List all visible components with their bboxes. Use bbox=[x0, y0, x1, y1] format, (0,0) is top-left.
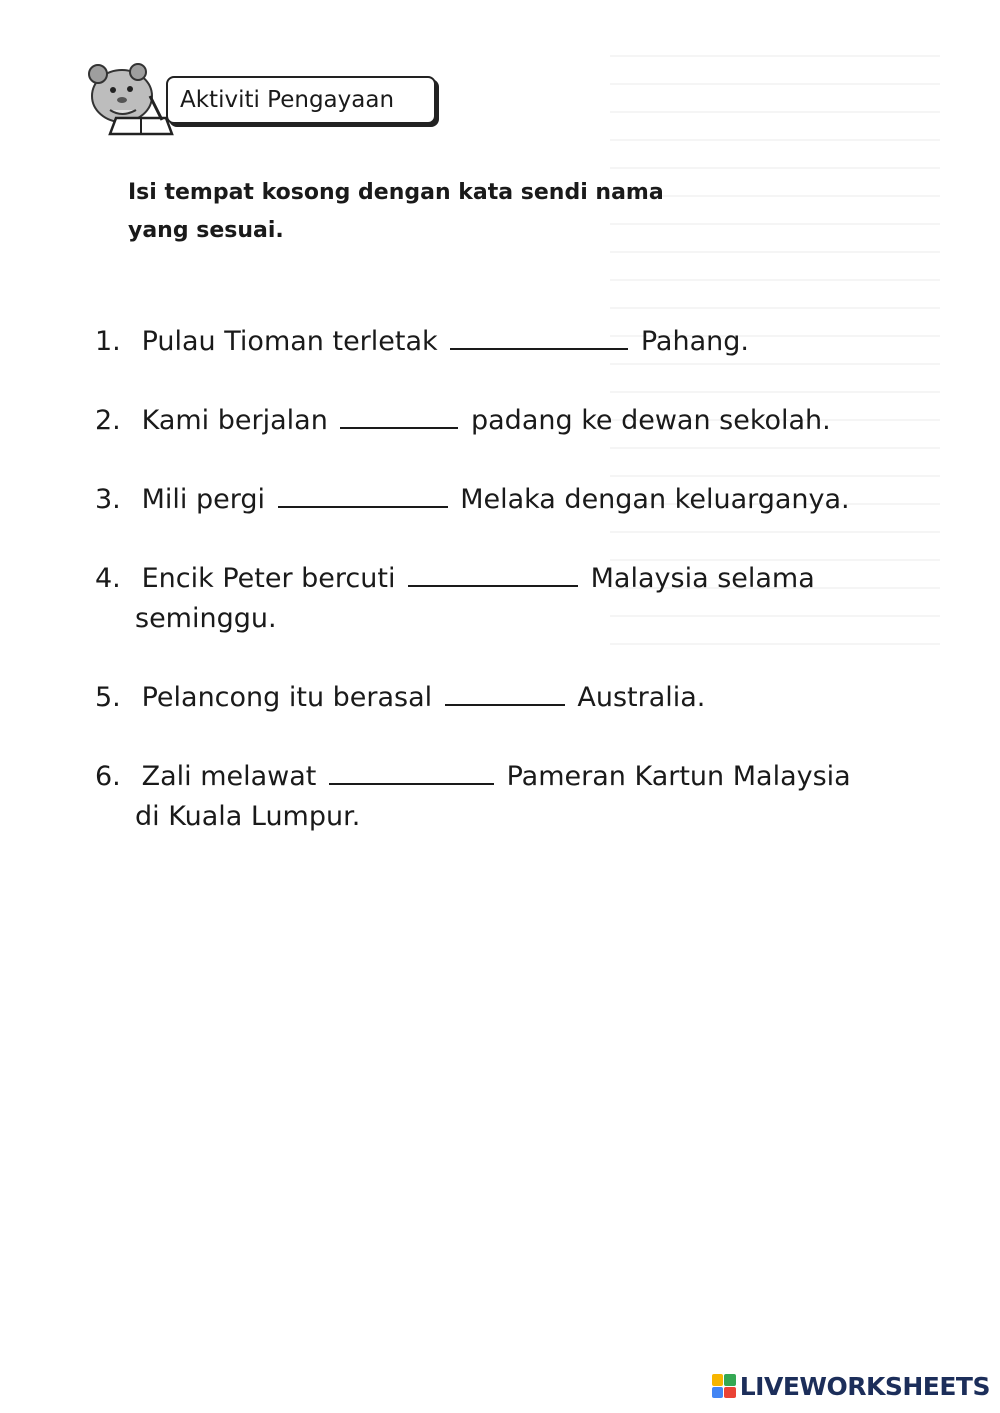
activity-header bbox=[80, 60, 450, 140]
question-number: 5. bbox=[95, 682, 121, 713]
question-text-continuation: di Kuala Lumpur. bbox=[135, 801, 361, 832]
answer-blank-3[interactable] bbox=[278, 478, 448, 508]
question-text-after: Pahang. bbox=[640, 326, 749, 357]
logo-square bbox=[712, 1387, 724, 1399]
title-box bbox=[166, 76, 436, 124]
page-title: Aktiviti Pengayaan bbox=[180, 87, 395, 113]
answer-blank-1[interactable] bbox=[450, 320, 628, 350]
question-number: 1. bbox=[95, 326, 121, 357]
answer-blank-6[interactable] bbox=[329, 755, 494, 785]
question-text-continuation: seminggu. bbox=[135, 603, 277, 634]
question-text-before: Mili pergi bbox=[141, 484, 265, 515]
logo-square bbox=[712, 1374, 724, 1386]
question-number: 3. bbox=[95, 484, 121, 515]
liveworksheets-branding bbox=[712, 1371, 990, 1401]
question-text-before: Kami berjalan bbox=[141, 405, 328, 436]
question-4 bbox=[95, 557, 955, 639]
question-6 bbox=[95, 755, 955, 837]
question-5 bbox=[95, 676, 955, 718]
instruction-text bbox=[128, 174, 748, 250]
question-text-after: Australia. bbox=[577, 682, 706, 713]
question-3 bbox=[95, 478, 955, 520]
question-text-before: Zali melawat bbox=[141, 761, 317, 792]
logo-square bbox=[724, 1387, 736, 1399]
answer-blank-5[interactable] bbox=[445, 676, 565, 706]
logo-square bbox=[724, 1374, 736, 1386]
question-text-before: Pulau Tioman terletak bbox=[141, 326, 438, 357]
question-text-after: padang ke dewan sekolah. bbox=[471, 405, 831, 436]
question-text-after: Melaka dengan keluarganya. bbox=[460, 484, 850, 515]
instruction-line-2: yang sesuai. bbox=[128, 218, 284, 243]
question-2 bbox=[95, 399, 955, 441]
answer-blank-4[interactable] bbox=[408, 557, 578, 587]
hamster-reading-icon bbox=[80, 60, 180, 140]
instruction-line-1: Isi tempat kosong dengan kata sendi nama bbox=[128, 180, 664, 205]
question-1 bbox=[95, 320, 955, 362]
question-number: 6. bbox=[95, 761, 121, 792]
question-text-before: Encik Peter bercuti bbox=[141, 563, 396, 594]
question-text-after: Malaysia selama bbox=[590, 563, 815, 594]
answer-blank-2[interactable] bbox=[340, 399, 458, 429]
question-number: 2. bbox=[95, 405, 121, 436]
question-text-before: Pelancong itu berasal bbox=[141, 682, 433, 713]
question-number: 4. bbox=[95, 563, 121, 594]
brand-name: LIVEWORKSHEETS bbox=[739, 1371, 990, 1401]
liveworksheets-logo-icon bbox=[712, 1374, 736, 1398]
question-text-after: Pameran Kartun Malaysia bbox=[506, 761, 851, 792]
